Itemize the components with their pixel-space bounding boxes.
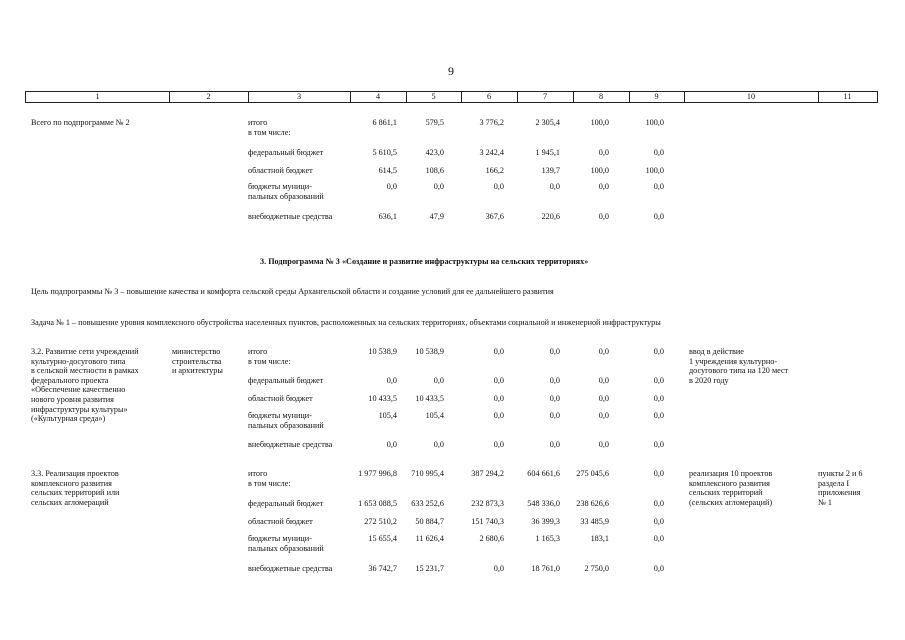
funding-value-c7: 0,0 xyxy=(549,440,560,449)
funding-value-c7: 1 165,3 xyxy=(535,534,560,543)
funding-value-c8: 0,0 xyxy=(598,182,609,191)
column-header: 11 xyxy=(843,92,852,101)
funding-value-c5: 108,6 xyxy=(425,166,444,175)
funding-value-c4: 10 433,5 xyxy=(368,394,397,403)
funding-value-c4: 5 610,5 xyxy=(372,148,397,157)
funding-source-label: областной бюджет xyxy=(248,517,313,526)
item-3-3-result: реализация 10 проектов комплексного развития сельских территорий (сельских агломераций) xyxy=(689,469,773,507)
funding-value-c6: 3 242,4 xyxy=(479,148,504,157)
subprogram3-heading: 3. Подпрограмма № 3 «Создание и развитие инфраструктуры на сельских территориях» xyxy=(260,257,589,266)
funding-value-c8: 0,0 xyxy=(598,411,609,420)
funding-value-c8: 0,0 xyxy=(598,148,609,157)
funding-value-c8: 275 045,6 xyxy=(576,469,609,478)
funding-value-c7: 548 336,0 xyxy=(527,499,560,508)
funding-value-c9: 0,0 xyxy=(653,499,664,508)
funding-value-c8: 0,0 xyxy=(598,394,609,403)
funding-value-c9: 0,0 xyxy=(653,517,664,526)
funding-source-label: федеральный бюджет xyxy=(248,148,324,157)
funding-value-c4: 0,0 xyxy=(386,376,397,385)
funding-value-c8: 0,0 xyxy=(598,212,609,221)
funding-value-c4: 15 655,4 xyxy=(368,534,397,543)
subprogram2-total-title: Всего по подпрограмме № 2 xyxy=(31,118,130,127)
funding-value-c7: 0,0 xyxy=(549,182,560,191)
funding-source-label: федеральный бюджет xyxy=(248,499,324,508)
item-3-3-reference: пункты 2 и 6 раздела I приложения № 1 xyxy=(818,469,863,507)
funding-value-c7: 1 945,1 xyxy=(535,148,560,157)
item-3-2-result: ввод в действие 1 учреждения культурно- досугового типа на 120 мест в 2020 году xyxy=(689,347,789,385)
funding-source-label: внебюджетные средства xyxy=(248,212,333,221)
item-3-2-executor: министерство строительства и архитектуры xyxy=(172,347,223,376)
funding-value-c7: 2 305,4 xyxy=(535,118,560,127)
funding-value-c4: 6 861,1 xyxy=(372,118,397,127)
column-header-row xyxy=(25,91,878,103)
column-header: 8 xyxy=(598,92,604,101)
funding-value-c6: 166,2 xyxy=(485,166,504,175)
funding-value-c6: 0,0 xyxy=(493,440,504,449)
funding-value-c5: 0,0 xyxy=(433,440,444,449)
funding-value-c8: 2 750,0 xyxy=(584,564,609,573)
funding-value-c6: 387 294,2 xyxy=(471,469,504,478)
funding-value-c8: 100,0 xyxy=(590,166,609,175)
funding-value-c5: 11 626,4 xyxy=(415,534,444,543)
column-header: 9 xyxy=(654,92,659,101)
funding-source-label: внебюджетные средства xyxy=(248,564,333,573)
funding-value-c5: 0,0 xyxy=(433,376,444,385)
funding-source-label: областной бюджет xyxy=(248,166,313,175)
funding-value-c9: 0,0 xyxy=(653,182,664,191)
funding-value-c5: 633 252,6 xyxy=(411,499,444,508)
funding-value-c5: 50 884,7 xyxy=(415,517,444,526)
funding-value-c8: 238 626,6 xyxy=(576,499,609,508)
column-header: 5 xyxy=(431,92,436,101)
funding-value-c9: 0,0 xyxy=(653,212,664,221)
funding-value-c4: 105,4 xyxy=(378,411,397,420)
funding-value-c5: 0,0 xyxy=(433,182,444,191)
funding-value-c6: 232 873,3 xyxy=(471,499,504,508)
funding-value-c8: 0,0 xyxy=(598,376,609,385)
funding-value-c7: 139,7 xyxy=(541,166,560,175)
column-header: 3 xyxy=(296,92,302,101)
funding-value-c7: 0,0 xyxy=(549,411,560,420)
page-number: 9 xyxy=(448,64,454,78)
item-3-2-name: 3.2. Развитие сети учреждений культурно-досугового типа в сельской местности в рамках федерального проекта «Обеспечение качественно нового уровня развития инфраструктуры культуры» («Культурная среда») xyxy=(31,347,139,424)
funding-source-label: бюджеты муници- пальных образований xyxy=(248,411,324,430)
funding-source-label: внебюджетные средства xyxy=(248,440,333,449)
funding-value-c6: 0,0 xyxy=(493,394,504,403)
funding-value-c7: 36 399,3 xyxy=(531,517,560,526)
funding-value-c5: 10 433,5 xyxy=(415,394,444,403)
funding-value-c4: 1 977 996,8 xyxy=(358,469,397,478)
funding-value-c6: 0,0 xyxy=(493,376,504,385)
funding-value-c9: 0,0 xyxy=(653,440,664,449)
funding-value-c4: 636,1 xyxy=(378,212,397,221)
funding-value-c9: 100,0 xyxy=(645,166,664,175)
column-header: 4 xyxy=(375,92,381,101)
funding-source-label: итого в том числе: xyxy=(248,118,291,137)
funding-value-c5: 423,0 xyxy=(425,148,444,157)
funding-source-label: бюджеты муници- пальных образований xyxy=(248,534,324,553)
funding-source-label: итого в том числе: xyxy=(248,469,291,488)
subprogram3-task: Задача № 1 – повышение уровня комплексного обустройства населенных пунктов, расположенных на сельских территориях, объектами социальной и инженерной инфраструктуры xyxy=(31,318,661,327)
column-header: 7 xyxy=(542,92,548,101)
column-header: 6 xyxy=(486,92,492,101)
funding-value-c6: 0,0 xyxy=(493,411,504,420)
column-header: 10 xyxy=(746,92,756,101)
funding-value-c5: 47,9 xyxy=(429,212,444,221)
funding-value-c6: 2 680,6 xyxy=(479,534,504,543)
funding-value-c6: 151 740,3 xyxy=(471,517,504,526)
funding-value-c6: 0,0 xyxy=(493,564,504,573)
funding-value-c4: 614,5 xyxy=(378,166,397,175)
funding-value-c7: 604 661,6 xyxy=(527,469,560,478)
column-header: 1 xyxy=(95,92,100,101)
funding-value-c9: 0,0 xyxy=(653,411,664,420)
funding-source-label: федеральный бюджет xyxy=(248,376,324,385)
funding-value-c9: 0,0 xyxy=(653,469,664,478)
funding-value-c5: 105,4 xyxy=(425,411,444,420)
funding-value-c4: 272 510,2 xyxy=(364,517,397,526)
funding-value-c4: 10 538,9 xyxy=(368,347,397,356)
funding-source-label: областной бюджет xyxy=(248,394,313,403)
funding-value-c9: 0,0 xyxy=(653,534,664,543)
funding-value-c8: 0,0 xyxy=(598,440,609,449)
funding-value-c5: 579,5 xyxy=(425,118,444,127)
funding-value-c4: 1 653 088,5 xyxy=(358,499,397,508)
funding-value-c9: 0,0 xyxy=(653,347,664,356)
funding-value-c5: 10 538,9 xyxy=(415,347,444,356)
funding-value-c8: 0,0 xyxy=(598,347,609,356)
funding-value-c4: 36 742,7 xyxy=(368,564,397,573)
funding-value-c9: 0,0 xyxy=(653,394,664,403)
funding-value-c7: 18 761,0 xyxy=(531,564,560,573)
column-header: 2 xyxy=(206,92,211,101)
funding-value-c8: 33 485,9 xyxy=(580,517,609,526)
funding-value-c6: 3 776,2 xyxy=(479,118,504,127)
funding-value-c9: 0,0 xyxy=(653,564,664,573)
funding-value-c9: 100,0 xyxy=(645,118,664,127)
funding-value-c6: 0,0 xyxy=(493,347,504,356)
item-3-3-name: 3.3. Реализация проектов комплексного развития сельских территорий или сельских агломераций xyxy=(31,469,120,507)
funding-value-c7: 220,6 xyxy=(541,212,560,221)
funding-value-c5: 710 995,4 xyxy=(411,469,444,478)
funding-value-c7: 0,0 xyxy=(549,394,560,403)
funding-value-c6: 0,0 xyxy=(493,182,504,191)
funding-value-c4: 0,0 xyxy=(386,182,397,191)
funding-value-c5: 15 231,7 xyxy=(415,564,444,573)
subprogram3-goal: Цель подпрограммы № 3 – повышение качества и комфорта сельской среды Архангельской области и создание условий для ее дальнейшего развития xyxy=(31,287,554,296)
funding-value-c9: 0,0 xyxy=(653,376,664,385)
funding-value-c4: 0,0 xyxy=(386,440,397,449)
funding-source-label: бюджеты муници- пальных образований xyxy=(248,182,324,201)
funding-value-c7: 0,0 xyxy=(549,347,560,356)
funding-value-c9: 0,0 xyxy=(653,148,664,157)
funding-value-c7: 0,0 xyxy=(549,376,560,385)
funding-value-c8: 100,0 xyxy=(590,118,609,127)
funding-source-label: итого в том числе: xyxy=(248,347,291,366)
funding-value-c8: 183,1 xyxy=(590,534,609,543)
funding-value-c6: 367,6 xyxy=(485,212,504,221)
